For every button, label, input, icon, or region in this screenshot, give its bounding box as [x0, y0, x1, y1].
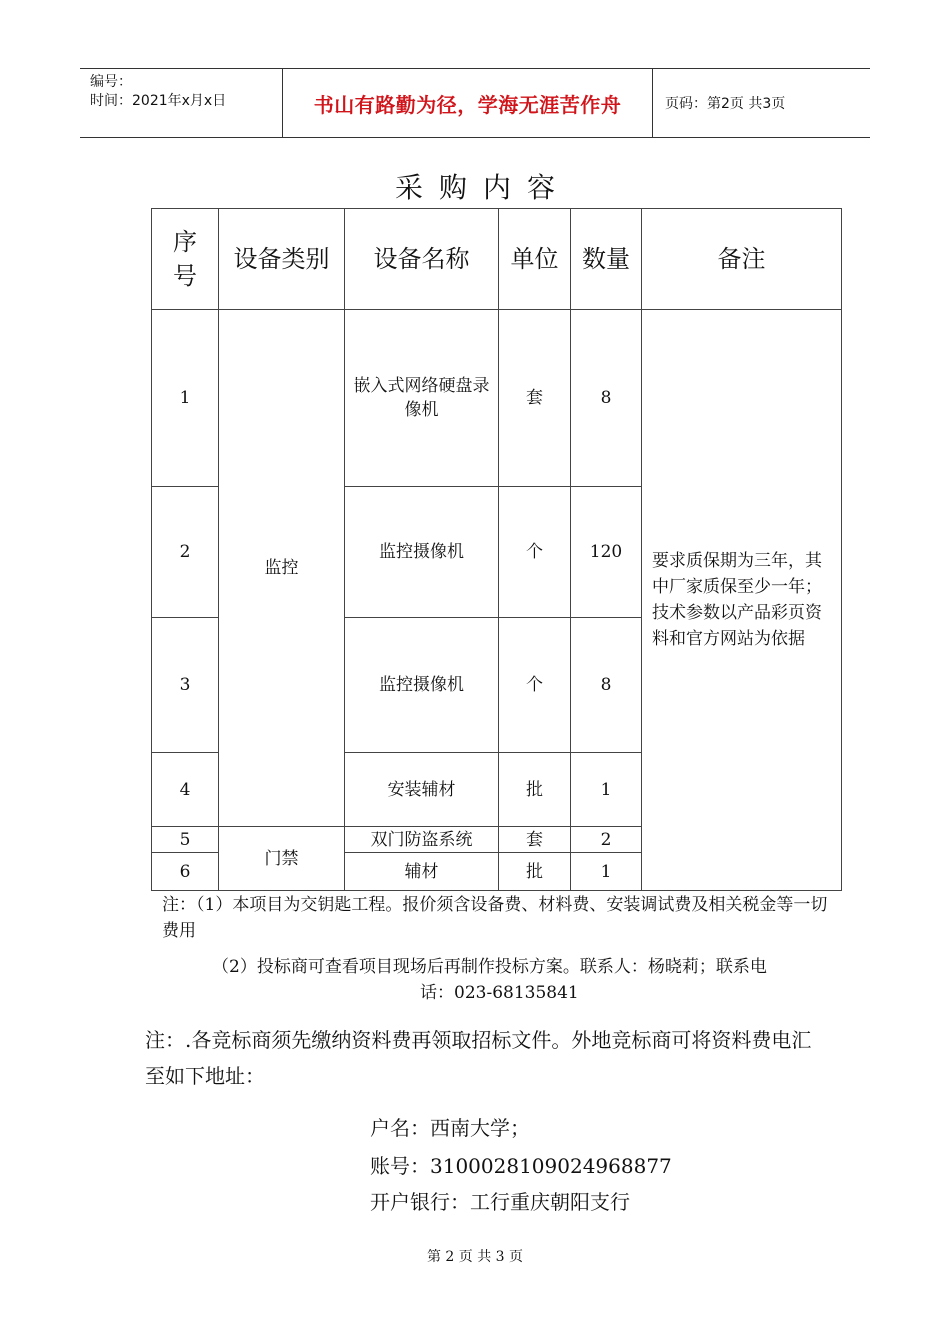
document-time: 时间：2021年x月x日	[90, 93, 227, 109]
header-unit: 单位	[499, 209, 571, 310]
cell-remark: 要求质保期为三年，其中厂家质保至少一年；技术参数以产品彩页资料和官方网站为依据	[642, 310, 842, 891]
page-footer: 第 2 页 共 3 页	[426, 1249, 524, 1265]
cell-quantity: 1	[571, 753, 642, 827]
header-quantity: 数量	[571, 209, 642, 310]
cell-seq: 3	[152, 618, 219, 753]
cell-unit: 个	[499, 487, 571, 618]
cell-seq: 1	[152, 310, 219, 487]
account-number: 账号：3100028109024968877	[370, 1154, 672, 1178]
procurement-table	[151, 208, 842, 891]
header-device-name: 设备名称	[345, 209, 499, 310]
cell-seq: 5	[152, 827, 219, 853]
header-page-info: 页码：第2页 共3页	[665, 96, 786, 112]
document-number: 编号：	[90, 74, 132, 90]
note-1: 注：（1）本项目为交钥匙工程。报价须含设备费、材料费、安装调试费及相关税金等一切费用	[162, 895, 828, 941]
account-bank: 开户银行：工行重庆朝阳支行	[370, 1190, 630, 1214]
cell-category-access: 门禁	[219, 827, 345, 891]
note-2-line-1: （2）投标商可查看项目现场后再制作投标方案。联系人：杨晓莉；联系电	[212, 957, 767, 977]
cell-quantity: 2	[571, 827, 642, 853]
cell-unit: 批	[499, 853, 571, 891]
account-name: 户名：西南大学；	[370, 1116, 530, 1140]
cell-seq: 4	[152, 753, 219, 827]
header-motto: 书山有路勤为径，学海无涯苦作舟	[313, 92, 622, 117]
header-page-cell	[653, 69, 870, 137]
note-2-line-2: 话：023-68135841	[420, 983, 579, 1003]
note-3: 注：.各竞标商须先缴纳资料费再领取招标文件。外地竞标商可将资料费电汇至如下地址：	[145, 1028, 812, 1088]
cell-quantity: 8	[571, 310, 642, 487]
document-header	[80, 68, 870, 138]
table-header-row	[152, 209, 842, 310]
header-remark: 备注	[642, 209, 842, 310]
cell-category-monitor: 监控	[219, 310, 345, 827]
header-category: 设备类别	[219, 209, 345, 310]
cell-device-name: 监控摄像机	[345, 487, 499, 618]
cell-unit: 个	[499, 618, 571, 753]
cell-device-name: 监控摄像机	[345, 618, 499, 753]
cell-unit: 套	[499, 827, 571, 853]
cell-seq: 6	[152, 853, 219, 891]
note-2	[212, 954, 842, 1006]
cell-quantity: 120	[571, 487, 642, 618]
table-row	[152, 310, 842, 487]
cell-device-name: 辅材	[345, 853, 499, 891]
cell-unit: 批	[499, 753, 571, 827]
cell-unit: 套	[499, 310, 571, 487]
page-title: 采购内容	[394, 171, 571, 204]
cell-device-name: 嵌入式网络硬盘录像机	[345, 310, 499, 487]
header-motto-cell	[283, 69, 653, 137]
cell-quantity: 1	[571, 853, 642, 891]
cell-seq: 2	[152, 487, 219, 618]
header-meta-cell	[80, 69, 283, 137]
cell-quantity: 8	[571, 618, 642, 753]
cell-device-name: 双门防盗系统	[345, 827, 499, 853]
header-seq: 序 号	[152, 209, 219, 310]
cell-device-name: 安装辅材	[345, 753, 499, 827]
